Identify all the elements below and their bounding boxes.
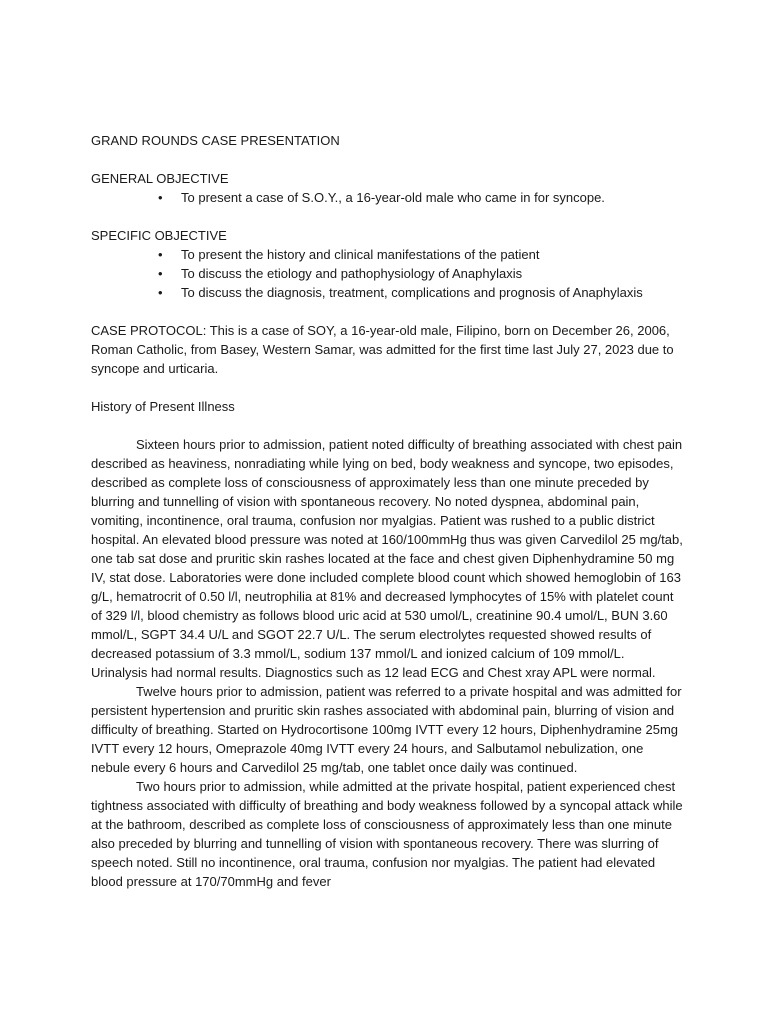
general-objective-heading: GENERAL OBJECTIVE <box>91 171 229 186</box>
specific-objective-heading: SPECIFIC OBJECTIVE <box>91 228 227 243</box>
list-item: • To discuss the diagnosis, treatment, complications and prognosis of Anaphylaxis <box>158 285 643 300</box>
general-objective-list <box>91 188 683 207</box>
hpi-paragraph-2: Twelve hours prior to admission, patient was referred to a private hospital and was admitted for persistent hypertension and pruritic skin rashes associated with abdominal pain, blurring of vision and difficulty of breathing. Started on Hydrocortisone 100mg IVTT every 12 hours, Diphenhydramine 25mg IVTT every 12 hours, Omeprazole 40mg IVTT every 24 hours, and Salbutamol nebulization, one nebule every 6 hours and Carvedilol 25 mg/tab, one tablet once daily was continued. <box>91 684 682 775</box>
specific-objective-list <box>91 245 683 302</box>
document-title: GRAND ROUNDS CASE PRESENTATION <box>91 133 340 148</box>
bullet-icon: • <box>158 247 163 262</box>
bullet-icon: • <box>158 190 163 205</box>
document-body <box>91 131 683 891</box>
hpi-paragraph-3: Two hours prior to admission, while admitted at the private hospital, patient experienced chest tightness associated with difficulty of breathing and body weakness followed by a syncopal attack while at the bathroom, described as complete loss of consciousness of approximately less than one minute also preceded by blurring and tunnelling of vision with spontaneous recovery. There was slurring of speech noted. Still no incontinence, oral trauma, confusion nor myalgias. The patient had elevated blood pressure at 170/70mmHg and fever <box>91 779 683 889</box>
list-item: • To discuss the etiology and pathophysiology of Anaphylaxis <box>158 266 523 281</box>
case-protocol-paragraph: CASE PROTOCOL: This is a case of SOY, a 16-year-old male, Filipino, born on December 26, 2006, Roman Catholic, from Basey, Western Samar, was admitted for the first time last July 27, 2023 due to syncope and urticaria. <box>91 323 674 376</box>
hpi-heading: History of Present Illness <box>91 399 235 414</box>
list-item: • To present a case of S.O.Y., a 16-year-old male who came in for syncope. <box>158 190 605 205</box>
hpi-paragraph-1: Sixteen hours prior to admission, patient noted difficulty of breathing associated with chest pain described as heaviness, nonradiating while lying on bed, body weakness and syncope, two episodes, described as complete loss of consciousness of approximately less than one minute preceded by blurring and tunnelling of vision with spontaneous recovery. No noted dyspnea, abdominal pain, vomiting, incontinence, oral trauma, confusion nor myalgias. Patient was rushed to a public district hospital. An elevated blood pressure was noted at 160/100mmHg thus was given Carvedilol 25 mg/tab, one tab sat dose and pruritic skin rashes located at the face and chest given Diphenhydramine 50 mg IV, stat dose. Laboratories were done included complete blood count which showed hemoglobin of 163 g/L, hematrocrit of 0.50 l/l, neutrophilia at 81% and decreased lymphocytes of 15% with platelet count of 329 l/l, blood chemistry as follows blood uric acid at 530 umol/L, creatinine 90.4 umol/L, BUN 3.60 mmol/L, SGPT 34.4 U/L and SGOT 22.7 U/L. The serum electrolytes requested showed results of decreased potassium of 3.3 mmol/L, sodium 137 mmol/L and ionized calcium of 109 mmol/L. Urinalysis had normal results. Diagnostics such as 12 lead ECG and Chest xray APL were normal. <box>91 437 683 680</box>
list-item: • To present the history and clinical manifestations of the patient <box>158 247 540 262</box>
bullet-icon: • <box>158 266 163 281</box>
bullet-icon: • <box>158 285 163 300</box>
